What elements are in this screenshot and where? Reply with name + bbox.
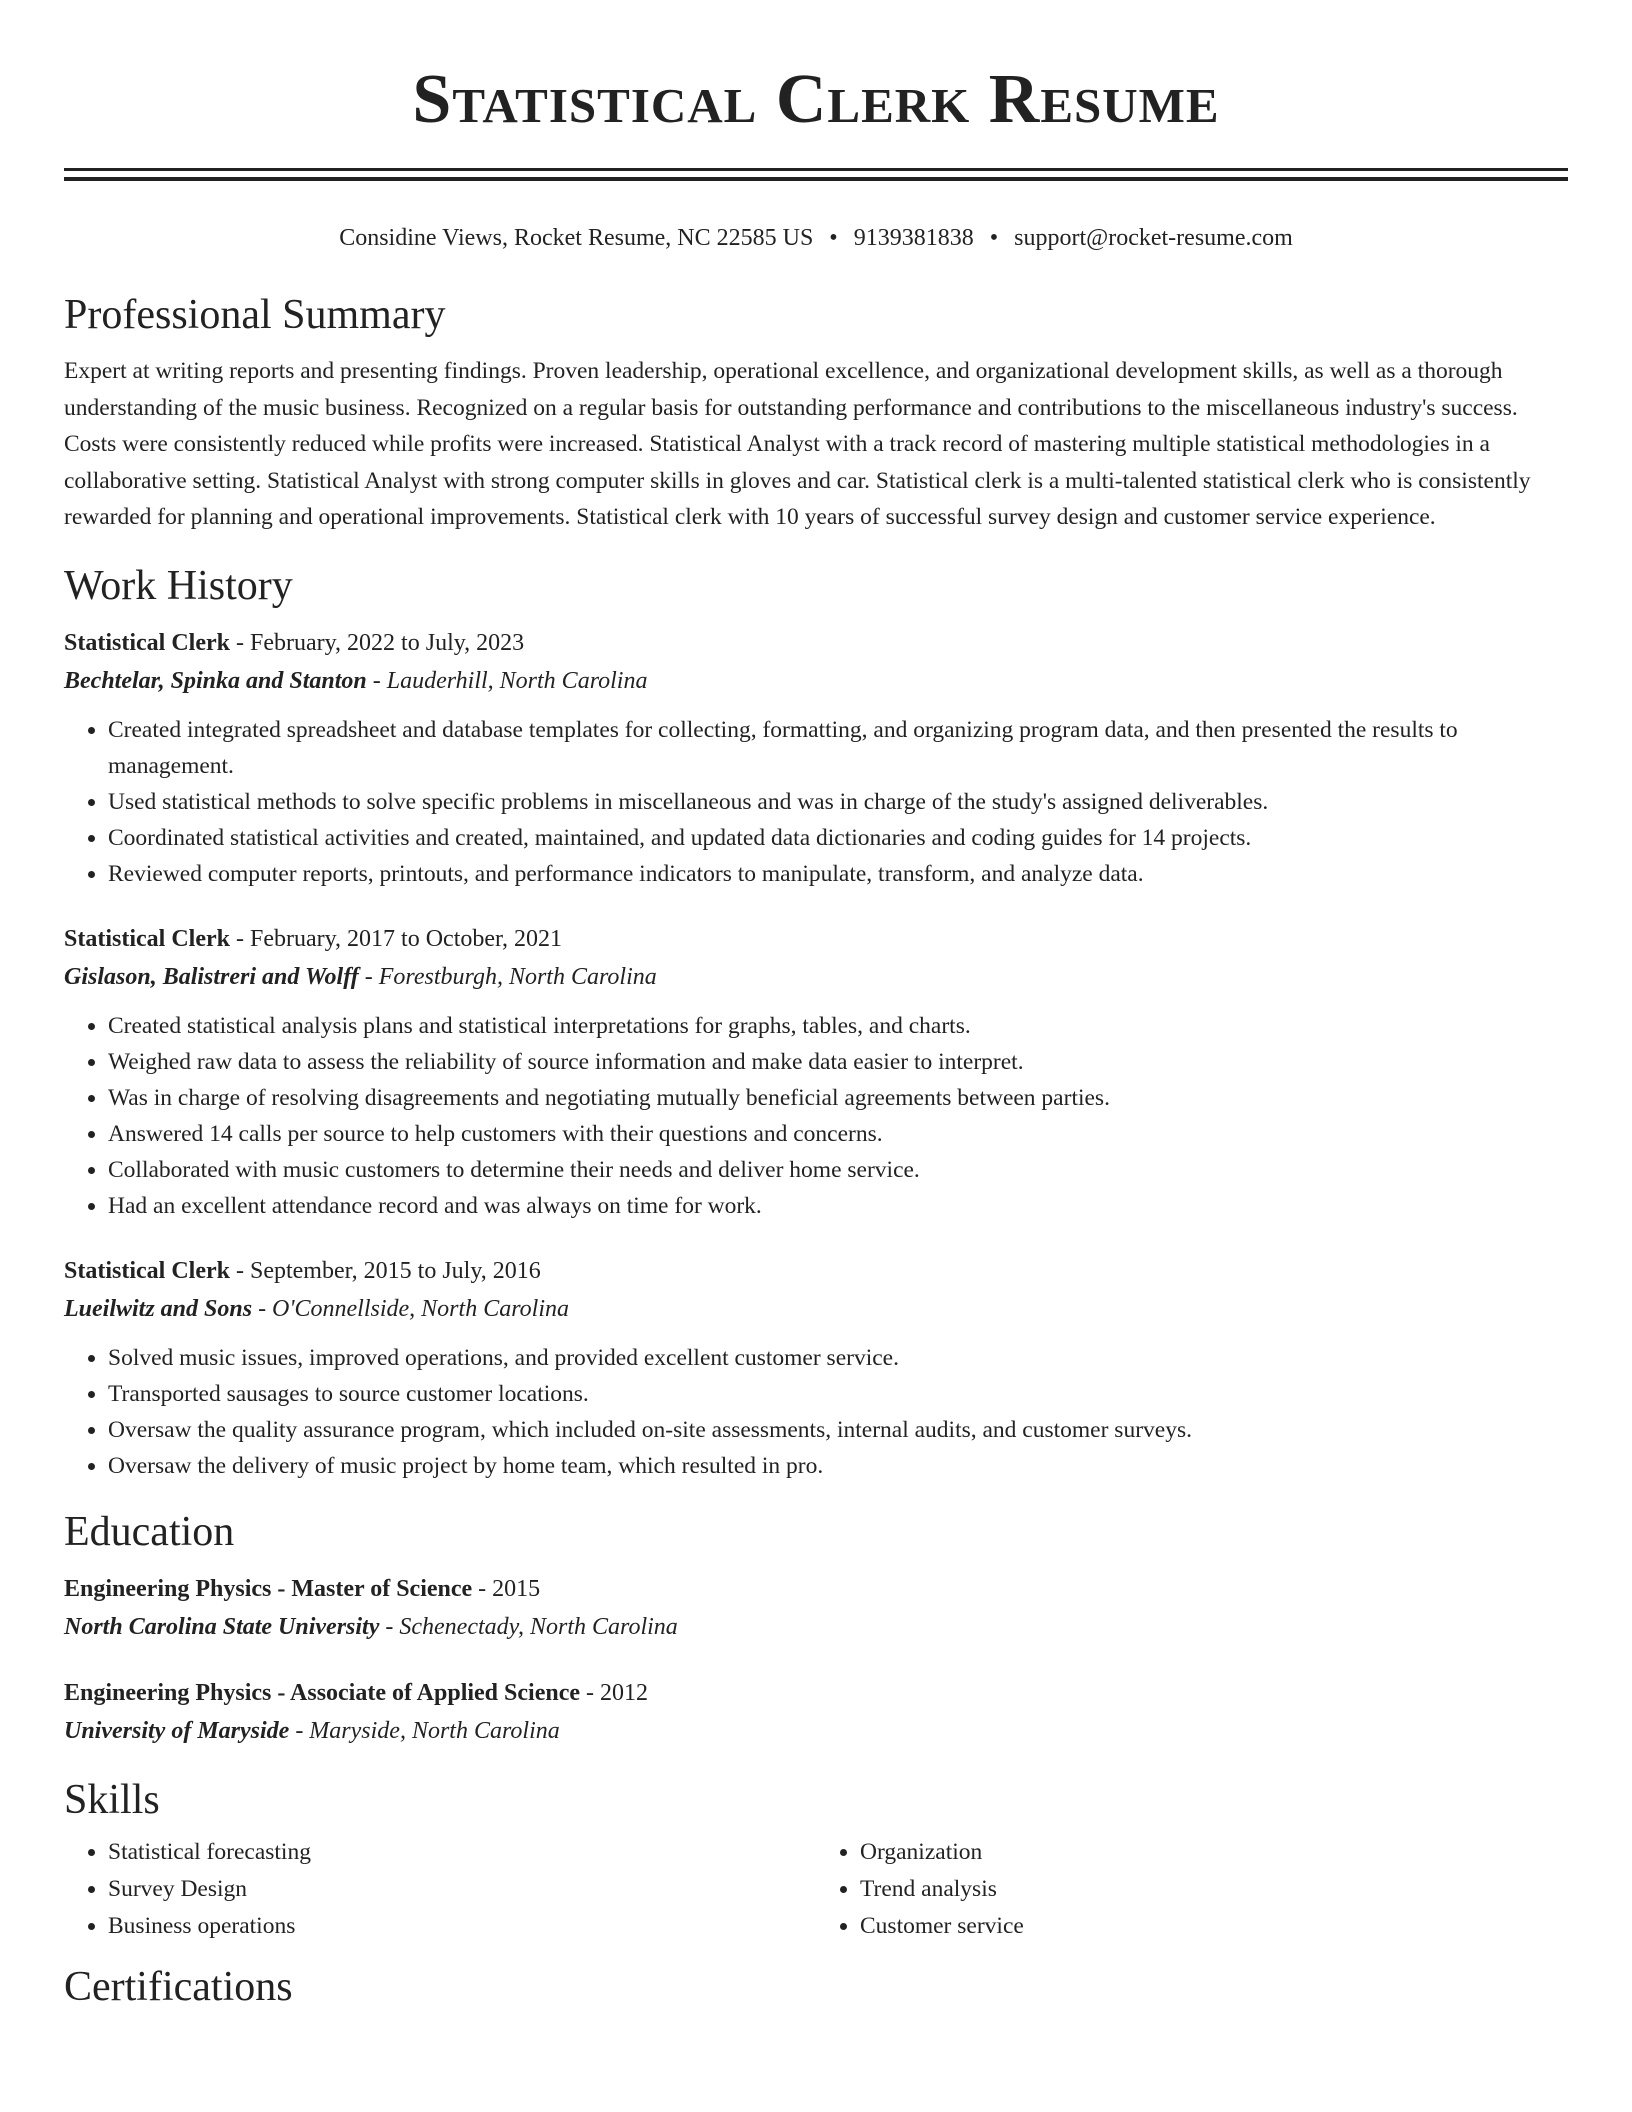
job-company-line [64, 662, 1568, 700]
skill-item: • Customer service [860, 1908, 1568, 1945]
contact-separator: • [829, 225, 838, 251]
job-header [64, 920, 1568, 958]
job-bullets [64, 1340, 1568, 1484]
job-entry [64, 1252, 1568, 1484]
job-bullet: • Collaborated with music customers to determine their needs and deliver home service. [108, 1152, 1568, 1188]
job-role: Statistical Clerk [64, 1257, 230, 1284]
skill-item: • Business operations [108, 1908, 816, 1945]
job-entry [64, 624, 1568, 892]
education-location: - Schenectady, North Carolina [379, 1613, 678, 1640]
resume-title: Statistical Clerk Resume [412, 61, 1220, 138]
education-school-line [64, 1608, 1568, 1646]
job-bullet: • Reviewed computer reports, printouts, and performance indicators to manipulate, transform, and analyze data. [108, 856, 1568, 892]
job-company: Lueilwitz and Sons [64, 1295, 253, 1322]
job-header [64, 624, 1568, 662]
summary-heading: Professional Summary [64, 292, 446, 338]
education-year: - 2012 [580, 1679, 648, 1706]
education-school-line [64, 1712, 1568, 1750]
job-role: Statistical Clerk [64, 925, 230, 952]
job-bullet: • Solved music issues, improved operations, and provided excellent customer service. [108, 1340, 1568, 1376]
education-entry [64, 1570, 1568, 1646]
education-degree-line [64, 1570, 1568, 1608]
skill-item: • Organization [860, 1834, 1568, 1871]
education-entry [64, 1674, 1568, 1750]
job-dates: - September, 2015 to July, 2016 [229, 1257, 541, 1284]
job-bullet: • Created integrated spreadsheet and database templates for collecting, formatting, and organizing program data, and then presented the results to management. [108, 712, 1568, 784]
education-location: - Maryside, North Carolina [289, 1717, 560, 1744]
education-degree: Engineering Physics - Associate of Applied Science [64, 1679, 580, 1706]
certifications-heading: Certifications [64, 1963, 293, 2010]
summary-text: Expert at writing reports and presenting findings. Proven leadership, operational excellence, and organizational development skills, as well as a thorough understanding of the music business. Recognized on a regular basis for outstanding performance and contributions to the miscellaneous industry's success. Costs were consistently reduced while profits were increased. Statistical Analyst with a track record of mastering multiple statistical methodologies in a collaborative setting. Statistical Analyst with strong computer skills in gloves and car. Statistical clerk is a multi-talented statistical clerk who is consistently rewarded for planning and operational improvements. Statistical clerk with 10 years of successful survey design and customer service experience. [64, 358, 1531, 530]
job-header [64, 1252, 1568, 1290]
job-bullet: • Used statistical methods to solve specific problems in miscellaneous and was in charge of the study's assigned deliverables. [108, 784, 1568, 820]
contact-line [64, 223, 1568, 253]
work-history-heading: Work History [64, 562, 293, 609]
job-location: - O'Connellside, North Carolina [252, 1295, 569, 1322]
job-bullet: • Coordinated statistical activities and created, maintained, and updated data dictionaries and coding guides for 14 projects. [108, 820, 1568, 856]
job-company-line [64, 958, 1568, 996]
skill-item: • Survey Design [108, 1871, 816, 1908]
certifications-section [64, 1961, 1568, 2013]
education-degree: Engineering Physics - Master of Science [64, 1575, 473, 1602]
title-divider-thin [64, 177, 1568, 181]
job-company-line [64, 1290, 1568, 1328]
skills-columns [64, 1834, 1568, 1945]
job-dates: - February, 2017 to October, 2021 [229, 925, 563, 952]
resume-page [64, 0, 1568, 2013]
education-year: - 2015 [472, 1575, 541, 1602]
job-company: Gislason, Balistreri and Wolff [64, 963, 359, 990]
job-bullet: • Created statistical analysis plans and statistical interpretations for graphs, tables, and charts. [108, 1008, 1568, 1044]
education-degree-line [64, 1674, 1568, 1712]
job-bullet: • Answered 14 calls per source to help customers with their questions and concerns. [108, 1116, 1568, 1152]
skills-heading: Skills [64, 1776, 160, 1823]
job-dates: - February, 2022 to July, 2023 [229, 629, 525, 656]
education-school: University of Maryside [64, 1717, 290, 1744]
job-company: Bechtelar, Spinka and Stanton [64, 667, 367, 694]
skills-column-right [816, 1834, 1568, 1945]
job-bullet: • Had an excellent attendance record and was always on time for work. [108, 1188, 1568, 1224]
job-bullet: • Weighed raw data to assess the reliability of source information and make data easier to interpret. [108, 1044, 1568, 1080]
job-entry [64, 920, 1568, 1224]
education-section [64, 1506, 1568, 1750]
education-heading: Education [64, 1508, 235, 1555]
job-bullet: • Oversaw the delivery of music project by home team, which resulted in pro. [108, 1448, 1568, 1484]
education-school: North Carolina State University [64, 1613, 380, 1640]
job-location: - Forestburgh, North Carolina [358, 963, 657, 990]
contact-address: Considine Views, Rocket Resume, NC 22585 US [339, 225, 814, 251]
job-role: Statistical Clerk [64, 629, 230, 656]
contact-separator: • [989, 225, 999, 251]
skill-item: • Trend analysis [860, 1871, 1568, 1908]
contact-phone: 9139381838 [853, 225, 974, 251]
skills-section [64, 1774, 1568, 1945]
job-bullet: • Transported sausages to source customer locations. [108, 1376, 1568, 1412]
contact-email: support@rocket-resume.com [1014, 225, 1293, 251]
title-divider-thick [64, 168, 1568, 171]
job-bullet: • Oversaw the quality assurance program, which included on-site assessments, internal audits, and customer surveys. [108, 1412, 1568, 1448]
job-bullets [64, 1008, 1568, 1224]
job-bullets [64, 712, 1568, 892]
summary-section [64, 289, 1568, 536]
skills-column-left [64, 1834, 816, 1945]
skill-item: • Statistical forecasting [108, 1834, 816, 1871]
job-location: - Lauderhill, North Carolina [366, 667, 648, 694]
job-bullet: • Was in charge of resolving disagreements and negotiating mutually beneficial agreements between parties. [108, 1080, 1568, 1116]
work-history-section [64, 560, 1568, 1484]
